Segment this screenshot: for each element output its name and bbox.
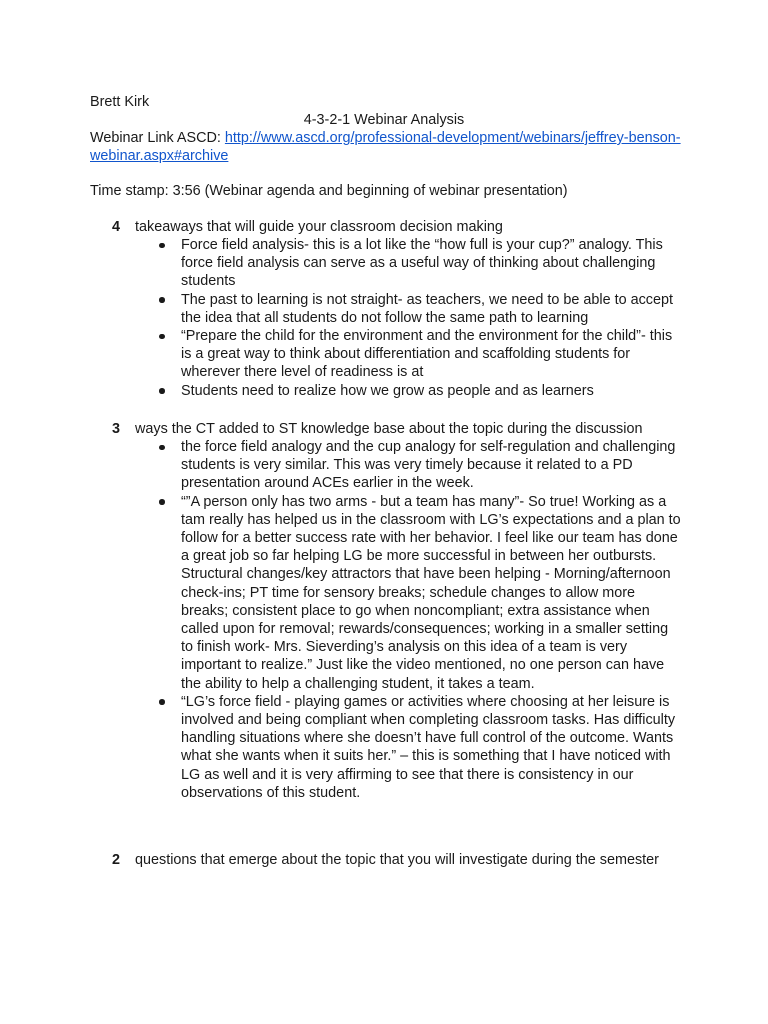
section-heading: takeaways that will guide your classroom decision making (135, 219, 503, 235)
list-item (181, 438, 681, 493)
webinar-link-line (90, 129, 690, 165)
bullet-text: the force field analogy and the cup analogy for self-regulation and challenging students is very similar. This was very timely because it related to a PD presentation around ACEs earlier in the week. (181, 439, 676, 492)
section-number: 3 (112, 421, 121, 437)
bullet-icon (159, 334, 165, 340)
section-number: 2 (112, 852, 121, 868)
webinar-link-label: Webinar Link ASCD: (90, 130, 225, 146)
bullet-icon (159, 699, 165, 705)
bullet-text: The past to learning is not straight- as teachers, we need to be able to accept the idea that all students do not follow the same path to learning (181, 291, 673, 326)
section-heading: questions that emerge about the topic that you will investigate during the semester (135, 852, 659, 868)
list-item (181, 493, 681, 693)
list-item (181, 327, 681, 382)
bullet-icon (159, 388, 165, 394)
list-item (181, 291, 681, 327)
timestamp-line: Time stamp: 3:56 (Webinar agenda and beginning of webinar presentation) (90, 183, 568, 199)
document-title (0, 111, 768, 129)
author-name: Brett Kirk (90, 94, 150, 110)
document-title-text: 4-3-2-1 Webinar Analysis (303, 112, 465, 128)
bullet-list (181, 438, 681, 802)
section-number: 4 (112, 219, 121, 235)
bullet-icon (159, 499, 165, 505)
bullet-icon (159, 445, 165, 451)
bullet-text: “LG’s force field - playing games or activities where choosing at her leisure is involved and being compliant when completing classroom tasks. Has difficulty handling situations where she doesn’t have full control of the outcome. Wants what she wants when it suits her.” – this is something that I have noticed with LG as well and it is very affirming to see that there is consistency in our observations of this student. (181, 693, 676, 801)
bullet-list (181, 236, 681, 400)
bullet-text: “Prepare the child for the environment and the environment for the child”- this is a great way to think about differentiation and scaffolding students for wherever there level of readiness is at (181, 328, 673, 381)
section-heading: ways the CT added to ST knowledge base about the topic during the discussion (135, 421, 643, 437)
bullet-icon (159, 243, 165, 249)
bullet-text: “”A person only has two arms - but a team has many”- So true! Working as a tam really has helped us in the classroom with LG’s expectations and a plan to follow for a better success rate with her behavior. I feel like our team has done a great job so far helping LG be more successful in between her outbursts. Structural changes/key attractors that have been helping - Morning/afternoon check-ins; PT time for sensory breaks; schedule changes to allow more breaks; consistent place to go when noncompliant; extra assistance when called upon for removal; rewards/consequences; working in a smaller setting to finish work- Mrs. Sieverding’s analysis on this idea of a team is very important to realize.” Just like the video mentioned, no one person can have the ability to help a challenging student, it takes a team. (181, 493, 681, 692)
bullet-icon (159, 297, 165, 303)
bullet-text: Force field analysis- this is a lot like the “how full is your cup?” analogy. This force field analysis can serve as a useful way of thinking about challenging students (181, 237, 663, 290)
list-item (181, 382, 681, 400)
webinar-link[interactable]: http://www.ascd.org/professional-development/webinars/jeffrey-benson-webinar.aspx#archive (90, 130, 681, 165)
list-item (181, 693, 681, 802)
list-item (181, 236, 681, 291)
bullet-text: Students need to realize how we grow as people and as learners (181, 382, 594, 399)
